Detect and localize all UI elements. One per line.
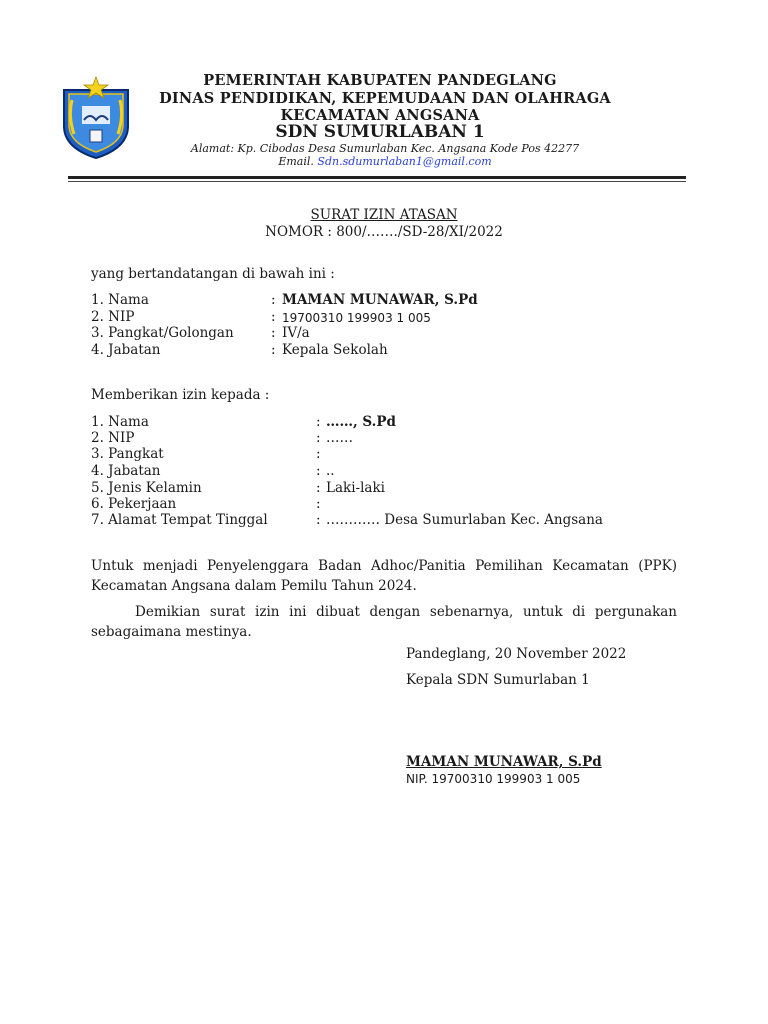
permit-field-sep: : [316, 414, 321, 430]
school-name: SDN SUMURLABAN 1 [275, 122, 485, 142]
permit-field-value: .. [326, 463, 335, 479]
signer-field-sep: : [271, 309, 276, 325]
letterhead-line-3: KECAMATAN ANGSANA [280, 107, 480, 124]
letterhead-line-2: DINAS PENDIDIKAN, KEPEMUDAAN DAN OLAHRAGA [159, 90, 611, 107]
permit-field-label: 4. Jabatan [91, 463, 161, 479]
school-email-line [140, 155, 630, 168]
signer-field-sep: : [271, 292, 276, 308]
signer-field-value: 19700310 199903 1 005 [282, 311, 431, 325]
permit-intro: Memberikan izin kepada : [91, 387, 270, 403]
signer-field-sep: : [271, 325, 276, 341]
email-link[interactable]: Sdn.sdumurlaban1@gmail.com [317, 155, 492, 168]
closing-paragraph-text: Demikian surat izin ini dibuat dengan sebenarnya, untuk di pergunakan sebagaimana mestinya. [91, 604, 677, 640]
signer-field-value: MAMAN MUNAWAR, S.Pd [282, 292, 478, 308]
school-address: Alamat: Kp. Cibodas Desa Sumurlaban Kec. Angsana Kode Pos 42277 [190, 142, 580, 155]
signature-nip: NIP. 19700310 199903 1 005 [406, 772, 581, 786]
permit-field-sep: : [316, 430, 321, 446]
permit-field-value: Laki-laki [326, 480, 385, 496]
permit-field-sep: : [316, 496, 321, 512]
signer-field-label: 2. NIP [91, 309, 135, 325]
letter-number: NOMOR : 800/……./SD-28/XI/2022 [265, 224, 503, 240]
signature-position: Kepala SDN Sumurlaban 1 [406, 672, 590, 688]
permit-field-value: ……, S.Pd [326, 414, 396, 430]
regency-logo-emblem [60, 76, 132, 160]
letterhead-rule-thin [68, 181, 686, 182]
signer-field-sep: : [271, 342, 276, 358]
permit-field-value: ………… Desa Sumurlaban Kec. Angsana [326, 512, 603, 528]
closing-paragraph [91, 602, 677, 642]
signer-field-label: 1. Nama [91, 292, 149, 308]
signer-intro: yang bertandatangan di bawah ini : [91, 266, 335, 282]
signer-field-value: IV/a [282, 325, 310, 341]
permit-field-sep: : [316, 463, 321, 479]
permit-field-label: 2. NIP [91, 430, 135, 446]
signer-field-label: 4. Jabatan [91, 342, 161, 358]
permit-field-sep: : [316, 446, 321, 462]
permit-field-label: 3. Pangkat [91, 446, 164, 462]
email-label: Email. [278, 155, 314, 168]
signer-field-label: 3. Pangkat/Golongan [91, 325, 234, 341]
permit-field-value: …… [326, 430, 353, 446]
permit-field-label: 6. Pekerjaan [91, 496, 177, 512]
letterhead-line-1: PEMERINTAH KABUPATEN PANDEGLANG [203, 72, 557, 89]
purpose-paragraph: Untuk menjadi Penyelenggara Badan Adhoc/Panitia Pemilihan Kecamatan (PPK) Kecamatan Angsana dalam Pemilu Tahun 2024. [91, 558, 677, 594]
permit-field-label: 7. Alamat Tempat Tinggal [91, 512, 268, 528]
letterhead-rule-thick [68, 176, 686, 179]
signature-place-date: Pandeglang, 20 November 2022 [406, 646, 627, 662]
letter-title: SURAT IZIN ATASAN [310, 207, 458, 223]
permit-field-label: 5. Jenis Kelamin [91, 480, 202, 496]
permit-field-sep: : [316, 512, 321, 528]
permit-field-label: 1. Nama [91, 414, 149, 430]
regency-logo [60, 76, 132, 160]
signer-field-value: Kepala Sekolah [282, 342, 388, 358]
permit-field-sep: : [316, 480, 321, 496]
signature-name: MAMAN MUNAWAR, S.Pd [406, 754, 602, 770]
